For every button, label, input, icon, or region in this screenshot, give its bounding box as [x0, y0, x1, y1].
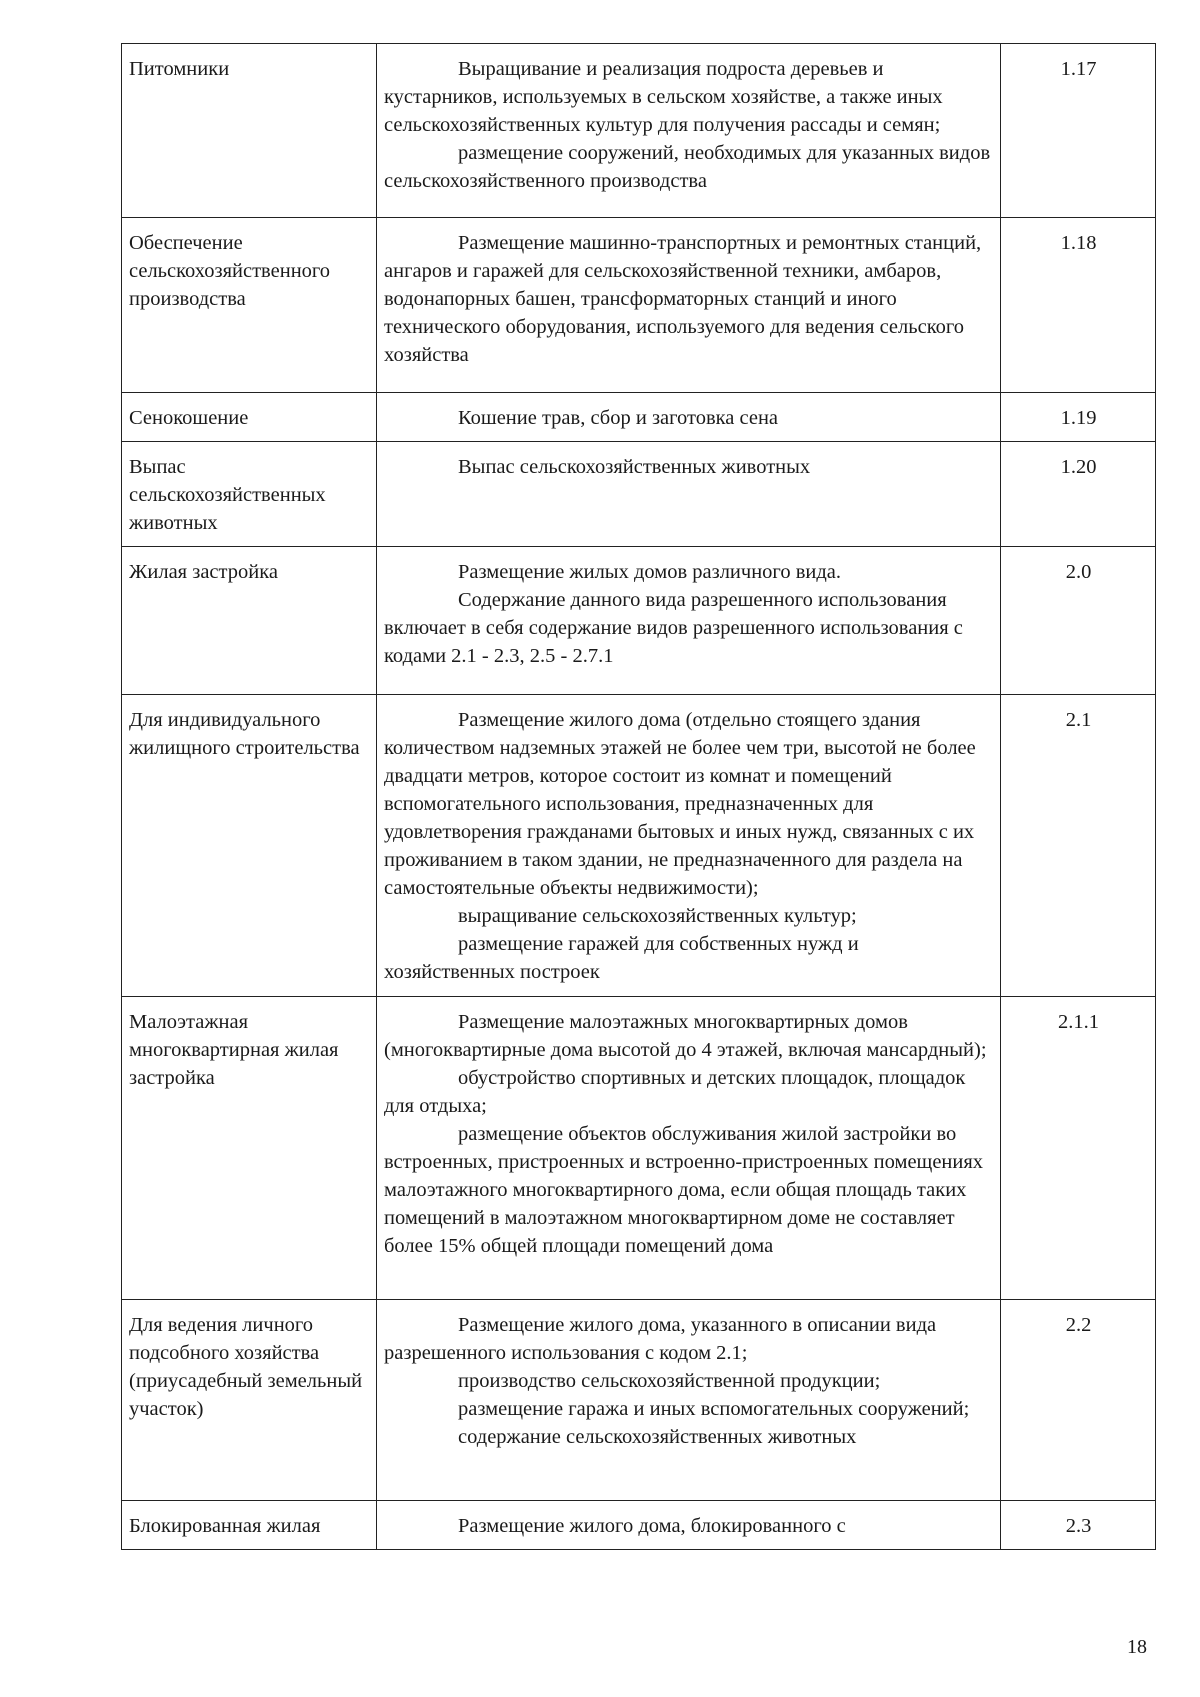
description-paragraph: содержание сельскохозяйственных животных [458, 1426, 857, 1448]
table-row [122, 393, 1156, 442]
table-row [122, 695, 1156, 997]
description-paragraph: Выпас сельскохозяйственных животных [458, 456, 811, 478]
land-use-description [377, 1300, 1001, 1501]
description-paragraph: выращивание сельскохозяйственных культур; [458, 905, 857, 927]
land-use-description [377, 695, 1001, 997]
table-row [122, 547, 1156, 695]
land-use-name: Блокированная жилая [122, 1501, 377, 1550]
table-row [122, 1300, 1156, 1501]
table-row [122, 44, 1156, 218]
description-paragraph: размещение сооружений, необходимых для указанных видов сельскохозяйственного производства [384, 142, 991, 192]
description-paragraph: размещение гаражей для собственных нужд и хозяйственных построек [384, 933, 859, 983]
land-use-name: Питомники [122, 44, 377, 218]
land-use-description [377, 547, 1001, 695]
land-use-code: 2.0 [1001, 547, 1156, 695]
land-use-description [377, 997, 1001, 1300]
description-paragraph: Размещение жилых домов различного вида. [458, 561, 842, 583]
land-use-code: 1.18 [1001, 218, 1156, 393]
land-use-name: Сенокошение [122, 393, 377, 442]
page-number: 18 [1127, 1636, 1147, 1658]
land-use-name: Жилая застройка [122, 547, 377, 695]
land-use-code: 1.19 [1001, 393, 1156, 442]
table-row [122, 1501, 1156, 1550]
description-paragraph: Размещение машинно-транспортных и ремонтных станций, ангаров и гаражей для сельскохозяйственной техники, амбаров, водонапорных башен, трансформаторных станций и иного технического оборудования, используемого для ведения сельского хозяйства [384, 232, 982, 366]
land-use-code: 1.17 [1001, 44, 1156, 218]
description-paragraph: Выращивание и реализация подроста деревьев и кустарников, используемых в сельском хозяйстве, а также иных сельскохозяйственных культур для получения рассады и семян; [384, 58, 943, 136]
land-use-name: Обеспечение сельскохозяйственного производства [122, 218, 377, 393]
table-body [122, 44, 1156, 1550]
land-use-code: 2.1.1 [1001, 997, 1156, 1300]
table-row [122, 442, 1156, 547]
land-use-code: 2.1 [1001, 695, 1156, 997]
land-use-description [377, 1501, 1001, 1550]
description-paragraph: Размещение малоэтажных многоквартирных домов (многоквартирные дома высотой до 4 этажей, включая мансардный); [384, 1011, 987, 1061]
description-paragraph: размещение объектов обслуживания жилой застройки во встроенных, пристроенных и встроенно-пристроенных помещениях малоэтажного многоквартирного дома, если общая площадь таких помещений в малоэтажном многоквартирном доме не составляет более 15% общей площади помещений дома [384, 1123, 984, 1257]
description-paragraph: Размещение жилого дома (отдельно стоящего здания количеством надземных этажей не более чем три, высотой не более двадцати метров, которое состоит из комнат и помещений вспомогательного использования, предназначенных для удовлетворения гражданами бытовых и иных нужд, связанных с их проживанием в таком здании, не предназначенного для раздела на самостоятельные объекты недвижимости); [384, 709, 976, 899]
land-use-name: Выпас сельскохозяйственных животных [122, 442, 377, 547]
land-use-description [377, 393, 1001, 442]
description-paragraph: производство сельскохозяйственной продукции; [458, 1370, 881, 1392]
description-paragraph: обустройство спортивных и детских площадок, площадок для отдыха; [384, 1067, 966, 1117]
land-use-code: 2.2 [1001, 1300, 1156, 1501]
land-use-description [377, 44, 1001, 218]
land-use-name: Для ведения личного подсобного хозяйства (приусадебный земельный участок) [122, 1300, 377, 1501]
description-paragraph: Содержание данного вида разрешенного использования включает в себя содержание видов разрешенного использования с кодами 2.1 - 2.3, 2.5 - 2.7.1 [384, 589, 963, 667]
description-paragraph: размещение гаража и иных вспомогательных сооружений; [458, 1398, 970, 1420]
description-paragraph: Размещение жилого дома, указанного в описании вида разрешенного использования с кодом 2.1; [384, 1314, 937, 1364]
land-use-description [377, 442, 1001, 547]
land-use-code: 2.3 [1001, 1501, 1156, 1550]
land-use-name: Для индивидуального жилищного строительства [122, 695, 377, 997]
land-use-code: 1.20 [1001, 442, 1156, 547]
table-row [122, 997, 1156, 1300]
description-paragraph: Кошение трав, сбор и заготовка сена [458, 407, 779, 429]
table-row [122, 218, 1156, 393]
land-use-name: Малоэтажная многоквартирная жилая застройка [122, 997, 377, 1300]
land-use-table [121, 43, 1156, 1550]
land-use-description [377, 218, 1001, 393]
description-paragraph: Размещение жилого дома, блокированного с [458, 1515, 846, 1537]
